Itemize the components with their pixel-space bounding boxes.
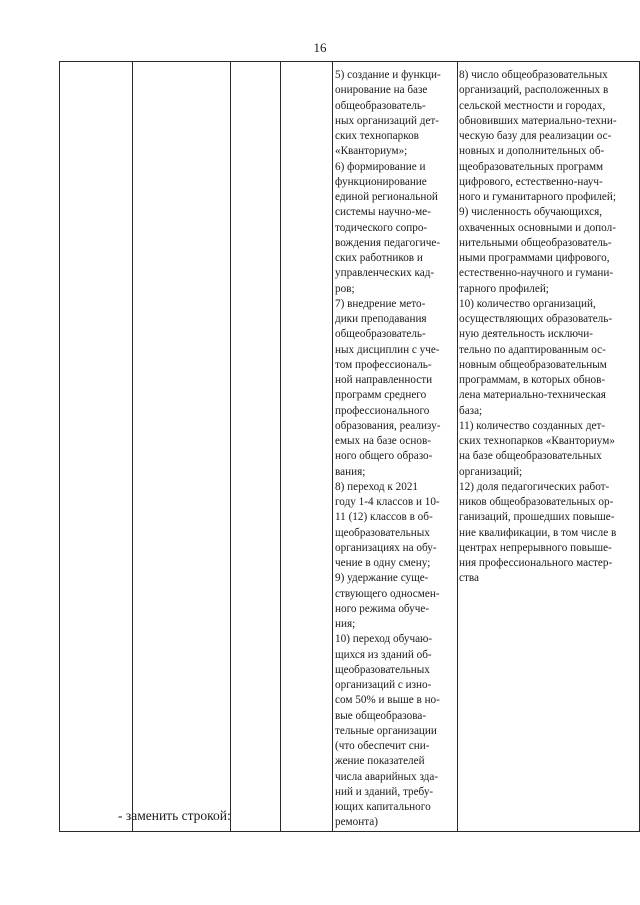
page-number: 16 [313,40,327,55]
table-cell-results [333,62,458,832]
table-cell-col3 [231,62,281,832]
results-text: 5) создание и функци- онирование на базе общеобразователь- ных организаций дет- ских технопарков «Кванториум»; 6) формирование и функционирование единой региональной системы научно-ме- тодического сопро- вождения педагогиче- ских работников и управленческих кад- ров; 7) внедрение мето- дики преподавания общеобразователь- ных дисциплин с уче- том профессиональ- ной направленности программ среднего профессионального образования, реализу- емых на базе основ- ного общего образо- вания; 8) переход к 2021 году 1-4 классов и 10- 11 (12) классов в об- щеобразовательных организациях на обу- чение в одну смену; 9) удержание суще- ствующего односмен- ного режима обуче- ния; 10) переход обучаю- щихся из зданий об- щеобразовательных организаций с изно- сом 50% и выше в но- вые общеобразова- тельные организации (что обеспечит сни- жение показателей числа аварийных зда- ний и зданий, требу- ющих капитального ремонта) [335,69,441,829]
table-cell-col1 [60,62,133,832]
replace-with-row-instruction: - заменить строкой: [118,808,231,823]
table-cell-indicators [458,62,640,832]
indicators-text: 8) число общеобразовательных организаций, расположенных в сельской местности и городах, обновивших материально-техни- ческую базу для реализации ос- новных и дополнительных об- щеобразовательных программ цифрового, естественно-науч- ного и гуманитарного профилей; 9) численность обучающихся, охваченных основными и допол- нительными общеобразователь- ными программами цифрового, естественно-научного и гумани- тарного профилей; 10) количество организаций, осуществляющих образователь- ную деятельность исключи- тельно по адаптированным ос- новным общеобразовательным программам, в которых обнов- лена материально-техническая база; 11) количество созданных дет- ских технопарков «Кванториум» на базе общеобразовательных организаций; 12) доля педагогических работ- ников общеобразовательных ор- ганизаций, прошедших повыше- ние квалификации, в том числе в центрах непрерывного повыше- ния профессионального мастер- ства [459,69,617,585]
table-cell-col2 [133,62,231,832]
table-cell-col4 [281,62,333,832]
table-row [60,62,640,832]
document-table [59,61,640,832]
